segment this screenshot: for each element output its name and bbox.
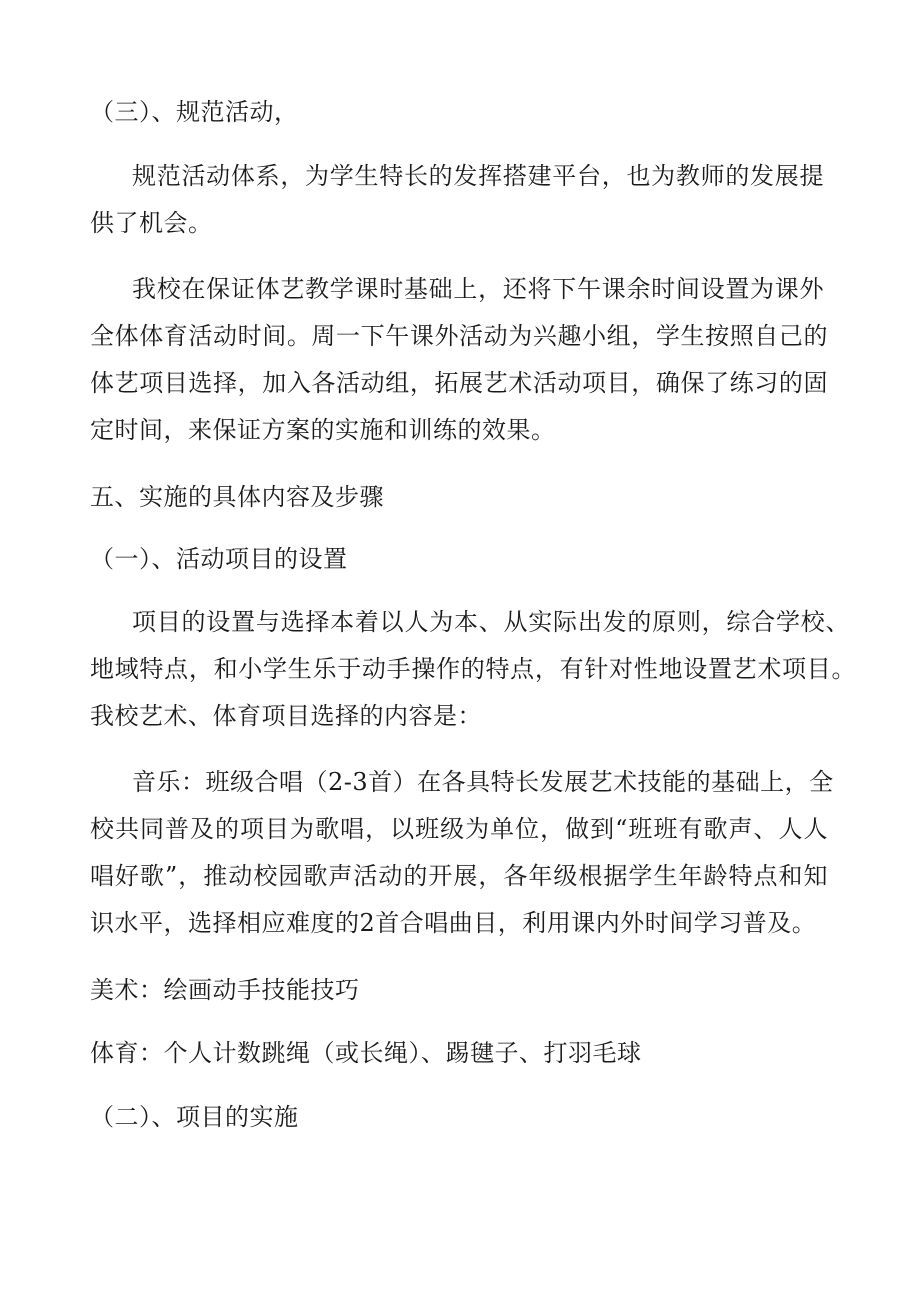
subsection-2-heading: （二）、项目的实施 — [90, 1103, 299, 1131]
paragraph-3-line-2: 地域特点，和小学生乐于动手操作的特点，有针对性地设置艺术项目。 — [90, 655, 856, 683]
paragraph-4-line-2: 校共同普及的项目为歌唱，以班级为单位，做到“班班有歌声、人人 — [90, 815, 828, 843]
subsection-1-heading: （一）、活动项目的设置 — [90, 545, 348, 573]
paragraph-4-line-3: 唱好歌”，推动校园歌声活动的开展，各年级根据学生年龄特点和知 — [90, 862, 828, 890]
paragraph-3-line-1: 项目的设置与选择本着以人为本、从实际出发的原则，综合学校、 — [132, 608, 850, 636]
paragraph-2-line-2: 全体体育活动时间。周一下午课外活动为兴趣小组，学生按照自己的 — [90, 322, 828, 350]
paragraph-2-line-3: 体艺项目选择，加入各活动组，拓展艺术活动项目，确保了练习的固 — [90, 369, 828, 397]
paragraph-4-line-4: 识水平，选择相应难度的2首合唱曲目，利用课内外时间学习普及。 — [90, 909, 817, 937]
paragraph-1-line-2: 供了机会。 — [90, 209, 213, 237]
section-3-heading: （三）、规范活动， — [90, 98, 299, 126]
section-5-heading: 五、实施的具体内容及步骤 — [90, 483, 384, 511]
sports-line: 体育：个人计数跳绳（或长绳）、踢毽子、打羽毛球 — [90, 1039, 642, 1067]
paragraph-1-line-1: 规范活动体系，为学生特长的发挥搭建平台，也为教师的发展提 — [132, 162, 824, 190]
paragraph-3-line-3: 我校艺术、体育项目选择的内容是： — [90, 702, 482, 730]
paragraph-4-line-1: 音乐：班级合唱（2-3首）在各具特长发展艺术技能的基础上，全 — [132, 768, 834, 796]
art-line: 美术：绘画动手技能技巧 — [90, 976, 360, 1004]
paragraph-2-line-1: 我校在保证体艺教学课时基础上，还将下午课余时间设置为课外 — [132, 275, 824, 303]
paragraph-2-line-4: 定时间，来保证方案的实施和训练的效果。 — [90, 416, 556, 444]
